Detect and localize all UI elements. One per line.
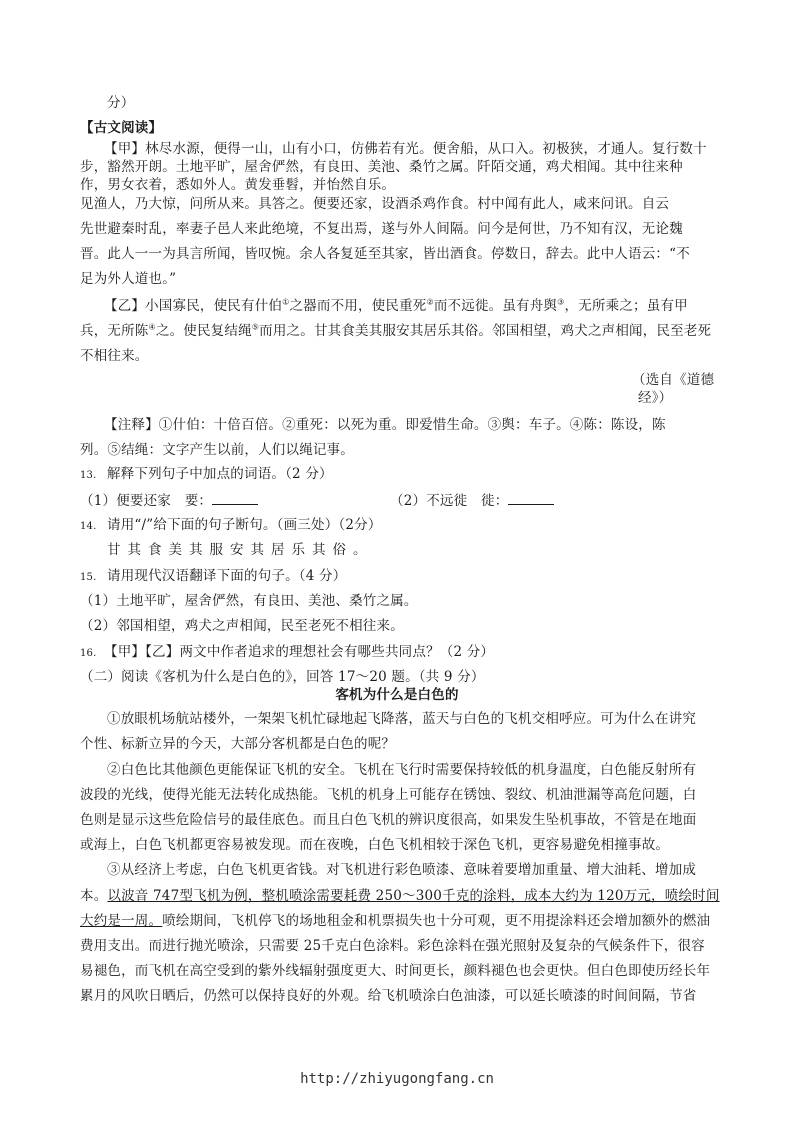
text-span: ，无所乘之；虽有甲 xyxy=(564,298,688,314)
paragraph-line: 或海上，白色飞机都更容易被发现。而在夜晚，白色飞机相较于深色飞机，更容易避免相撞事故。 xyxy=(80,837,670,853)
answer-blank[interactable] xyxy=(508,491,554,505)
text-span: 【乙】小国寡民，使民有什伯 xyxy=(104,298,283,314)
question-13-part-1 xyxy=(80,491,258,510)
source-citation: （选自《道德 xyxy=(632,372,715,388)
paragraph-line: ③从经济上考虑，白色飞机更省钱。对飞机进行彩色喷漆、意味着要增加重量、增大油耗、增加成 xyxy=(107,862,697,878)
answer-blank[interactable] xyxy=(212,491,258,505)
source-citation: 经》） xyxy=(638,390,673,406)
text-span: 兵，无所陈 xyxy=(80,323,149,339)
text-line: 足为外人道也。” xyxy=(80,271,177,287)
question-text: 请用“/”给下面的句子断句。（画三处）（2分） xyxy=(107,517,382,533)
article-title: 客机为什么是白色的 xyxy=(335,687,459,703)
footnote-marker: ③ xyxy=(557,297,565,307)
question-16 xyxy=(80,643,494,663)
paragraph-line: ②白色比其他颜色更能保证飞机的安全。飞机在飞行时需要保持较低的机身温度，白色能反射所有 xyxy=(107,762,697,778)
paragraph-line: 波段的光线，使得光能无法转化成热能。飞机的机身上可能存在锈蚀、裂纹、机油泄漏等高危问题，白 xyxy=(80,787,697,803)
text-span: 而用之。甘其食美其服安其居乐其俗。邻国相望，鸡犬之声相闻，民至老死 xyxy=(259,323,712,339)
text-line: 步，豁然开朗。土地平旷，屋舍俨然，有良田、美池、桑竹之属。阡陌交通，鸡犬相闻。其中往来种 xyxy=(80,159,683,175)
paragraph-line: 累月的风吹日晒后，仍然可以保持良好的外观。给飞机喷涂白色油漆，可以延长喷漆的时间间隔，节省 xyxy=(80,988,697,1004)
question-number: 14. xyxy=(80,521,97,532)
footer-url[interactable]: http://zhiyugongfang.cn xyxy=(300,1071,494,1087)
paragraph-line: ①放眼机场航站楼外，一架架飞机忙碌地起飞降落，蓝天与白色的飞机交相呼应。可为什么在讲究 xyxy=(107,711,697,727)
underlined-text: 以波音 747型飞机为例，整机喷涂需要耗费 250～300千克的涂料，成本大约为 120万元，喷绘时间 xyxy=(107,888,720,904)
question-15-part-1: （1）土地平旷，屋舍俨然，有良田、美池、桑竹之属。 xyxy=(80,593,418,609)
footnote-marker: ① xyxy=(282,297,290,307)
footnote-marker: ④ xyxy=(148,322,156,332)
paragraph-line: 费用支出。而进行抛光喷涂，只需要 25千克白色涂料。彩色涂料在强光照射及复杂的气候条件下，很容 xyxy=(80,938,705,954)
question-number: 16. xyxy=(80,648,97,659)
question-text: 解释下列句子中加点的词语。（2 分） xyxy=(107,466,333,482)
text-span: 本。 xyxy=(80,888,108,904)
sentence-to-punctuate: 甘其食美其服安其居乐其俗。 xyxy=(107,542,374,558)
question-15 xyxy=(80,567,346,587)
text-line: 晋。此人一一为具言所闻，皆叹惋。余人各复延至其家，皆出酒食。停数日，辞去。此中人语云：“不 xyxy=(80,246,690,262)
paragraph-line xyxy=(80,912,710,930)
part-heading: （二）阅读《客机为什么是白色的》，回答 17～20 题。（共 9 分） xyxy=(80,669,485,685)
question-13-part-2 xyxy=(390,491,554,510)
text-span: 而不远徙。虽有舟舆 xyxy=(433,298,558,314)
annotation: 列。⑤结绳：文字产生以前，人们以绳记事。 xyxy=(80,442,354,458)
text-line: 【甲】林尽水源，便得一山，山有小口，仿佛若有光。便舍船，从口入。初极狭，才通人。复行数十 xyxy=(104,141,707,157)
question-text: （2）不远徙 徙： xyxy=(390,493,509,509)
text-line: 见渔人，乃大惊，问所从来。具答之。便要还家，设酒杀鸡作食。村中闻有此人，咸来问讯。自云 xyxy=(80,196,670,212)
text-span: 喷绘期间，飞机停飞的场地租金和机票损失也十分可观，更不用提涂料还会增加额外的燃油 xyxy=(162,913,711,929)
text-line: 不相往来。 xyxy=(80,348,149,364)
footnote-marker: ⑤ xyxy=(251,322,260,332)
text-line: 先世避秦时乱，率妻子邑人来此绝境，不复出焉，遂与外人间隔。问今是何世，乃不知有汉，无论魏 xyxy=(80,221,683,237)
footnote-marker: ② xyxy=(426,297,434,307)
paragraph-line: 易褪色，而飞机在高空受到的紫外线辐射强度更大、时间更长，颜料褪色也会更快。但白色即使历经长年 xyxy=(80,963,711,979)
text-span: 之。使民复结绳 xyxy=(155,323,252,339)
section-title: 【古文阅读】 xyxy=(80,120,163,136)
question-number: 13. xyxy=(80,470,97,481)
question-text: 【甲】【乙】两文中作者追求的理想社会有哪些共同点？（2 分） xyxy=(104,644,495,660)
text-line xyxy=(104,297,688,315)
text-line: 分） xyxy=(107,95,135,111)
question-text: （1）便要还家 要： xyxy=(80,493,213,509)
text-line: 作，男女衣着，悉如外人。黄发垂髫，并怡然自乐。 xyxy=(80,177,396,193)
text-line xyxy=(80,322,711,340)
question-number: 15. xyxy=(80,572,97,583)
question-13 xyxy=(80,465,333,485)
underlined-text: 大约是一周。 xyxy=(80,913,163,929)
paragraph-line xyxy=(80,887,720,905)
paragraph-line: 个性、标新立异的今天，大部分客机都是白色的呢？ xyxy=(80,736,396,752)
annotation: 【注释】①什伯：十倍百倍。②重死：以死为重。即爱惜生命。③舆：车子。④陈：陈设，陈 xyxy=(104,417,666,433)
question-15-part-2: （2）邻国相望，鸡犬之声相闻，民至老死不相往来。 xyxy=(80,618,404,634)
question-text: 请用现代汉语翻译下面的句子。（4 分） xyxy=(107,568,347,584)
question-14 xyxy=(80,516,382,536)
paragraph-line: 色则是显示这些危险信号的最佳底色。而且白色飞机的辨识度很高，如果发生坠机事故，不管是在地面 xyxy=(80,812,697,828)
text-span: 之器而不用，使民重死 xyxy=(289,298,427,314)
